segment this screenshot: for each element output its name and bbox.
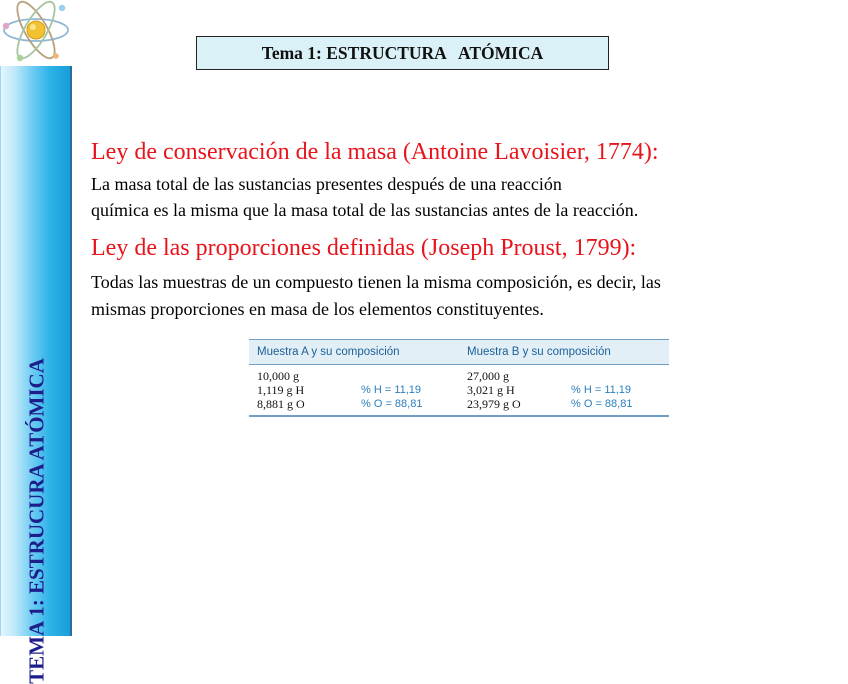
- table-row: [249, 397, 669, 411]
- cell-a-mass: 10,000 g: [257, 368, 299, 383]
- table-row: [249, 383, 669, 397]
- header-sample-b: Muestra B y su composición: [467, 346, 611, 358]
- section-text-line: mismas proporciones en masa de los elementos constituyentes.: [91, 299, 544, 319]
- header-sample-a: Muestra A y su composición: [257, 346, 400, 358]
- section-text-line: química es la misma que la masa total de las sustancias antes de la reacción.: [91, 200, 639, 220]
- cell-b-mass: 3,021 g H: [467, 382, 515, 397]
- section-text-line: La masa total de las sustancias presentes después de una reacción: [91, 174, 562, 194]
- side-bar: [0, 66, 72, 684]
- cell-a-percent: % H = 11,19: [361, 384, 422, 396]
- cell-b-mass: 27,000 g: [467, 368, 509, 383]
- sidebar-vertical-title: TEMA 1: ESTRUCURA ATÓMICA: [24, 358, 49, 684]
- section-text-line: Todas las muestras de un compuesto tienen la misma composición, es decir, las: [91, 272, 661, 292]
- cell-b-percent: % H = 11,19: [571, 384, 632, 396]
- cell-b-mass: 23,979 g O: [467, 396, 521, 411]
- composition-table-header: [249, 339, 669, 365]
- composition-table-body: [249, 365, 669, 417]
- page-title-box: [196, 36, 609, 70]
- cell-a-mass: 1,119 g H: [257, 382, 305, 397]
- cell-a-mass: 8,881 g O: [257, 396, 305, 411]
- table-row: [249, 369, 669, 383]
- section-heading-lavoisier: Ley de conservación de la masa (Antoine Lavoisier, 1774):: [91, 139, 659, 165]
- composition-table: [249, 339, 669, 417]
- cell-a-percent: % O = 88,81: [361, 398, 423, 410]
- page-title: Tema 1: ESTRUCTURA ATÓMICA: [261, 42, 544, 63]
- atom-logo-icon: [0, 0, 72, 66]
- cell-b-percent: % O = 88,81: [571, 398, 633, 410]
- section-heading-proust: Ley de las proporciones definidas (Joseph Proust, 1799):: [91, 235, 637, 261]
